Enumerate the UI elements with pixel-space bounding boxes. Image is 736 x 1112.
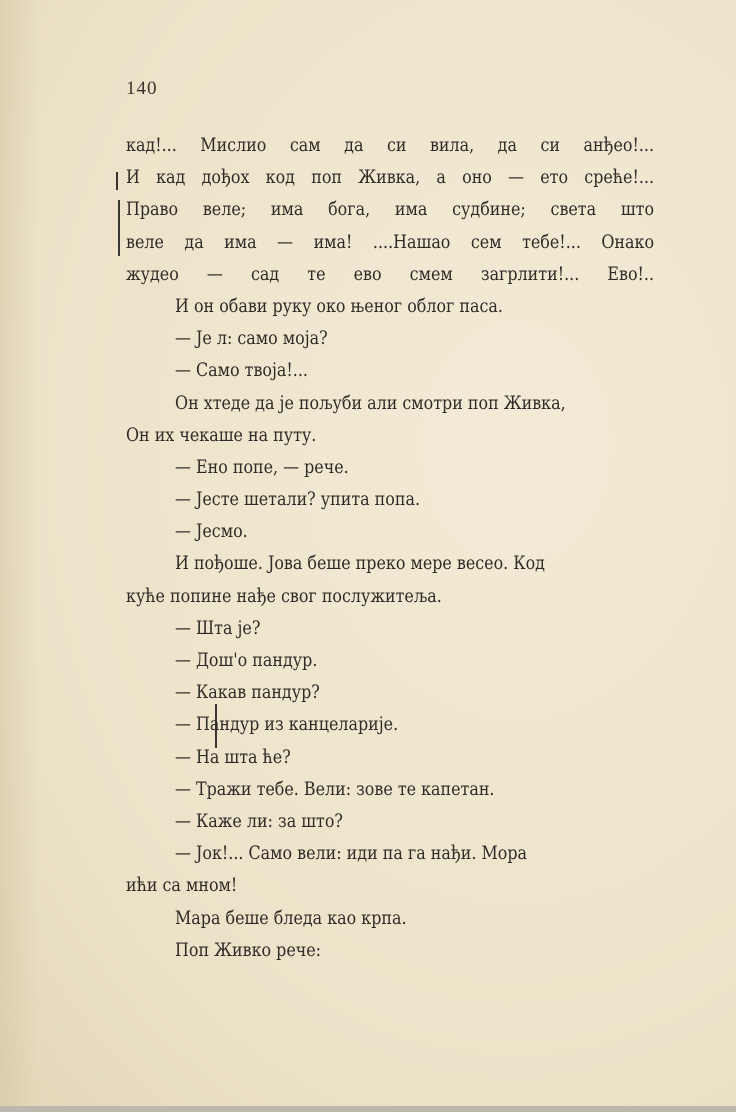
text-line: жудео — сад те ево смем загрлити!... Ево!..	[126, 263, 655, 285]
text-line: Поп Живко рече:	[175, 939, 322, 961]
text-line: веле да има — има! ....Нашао сем тебе!... Онако	[126, 231, 655, 253]
body-text	[126, 130, 655, 967]
text-line: И он обави руку око њеног облог паса.	[175, 295, 503, 317]
text-line: — Је л: само моја?	[175, 328, 328, 350]
text-line: Право веле; има бога, има судбине; света што	[126, 199, 655, 221]
text-line: — Дош'о пандур.	[175, 650, 318, 671]
text-line: — Каже ли: за што?	[175, 810, 343, 832]
text-line: — Какав пандур?	[175, 682, 320, 704]
margin-mark	[118, 200, 120, 256]
text-line: Мара беше бледа као крпа.	[175, 907, 407, 929]
text-line: — Јесте шетали? упита попа.	[175, 489, 421, 511]
text-line: ићи са мном!	[126, 875, 238, 897]
text-line: — Јесмо.	[175, 521, 248, 543]
scan-bottom-edge	[0, 1106, 736, 1112]
text-line: — Шта је?	[175, 617, 261, 639]
text-line: — Само твоја!...	[175, 360, 308, 382]
text-line: — Ено попе, — рече.	[175, 456, 349, 478]
text-line: Он хтеде да је пољуби али смотри поп Живка,	[175, 392, 566, 414]
margin-mark	[116, 172, 118, 190]
text-line: — Тражи тебе. Вели: зове те капетан.	[175, 778, 495, 800]
text-line: И кад дођох код поп Живка, а оно — ето среће!...	[126, 167, 655, 189]
text-line: И пођоше. Јова беше преко мере весео. Код	[175, 553, 545, 575]
text-line: — Јок!... Само вели: иди па га нађи. Мора	[175, 843, 528, 865]
text-line: куће попине нађе свог послужитеља.	[126, 585, 442, 607]
page-number: 140	[126, 78, 158, 99]
text-line: — Пандур из канцеларије.	[175, 714, 399, 736]
text-line: — На шта ће?	[175, 746, 291, 768]
text-line: кад!... Мислио сам да си вила, да си анђео!...	[126, 135, 655, 156]
text-line: Он их чекаше на путу.	[126, 424, 317, 446]
